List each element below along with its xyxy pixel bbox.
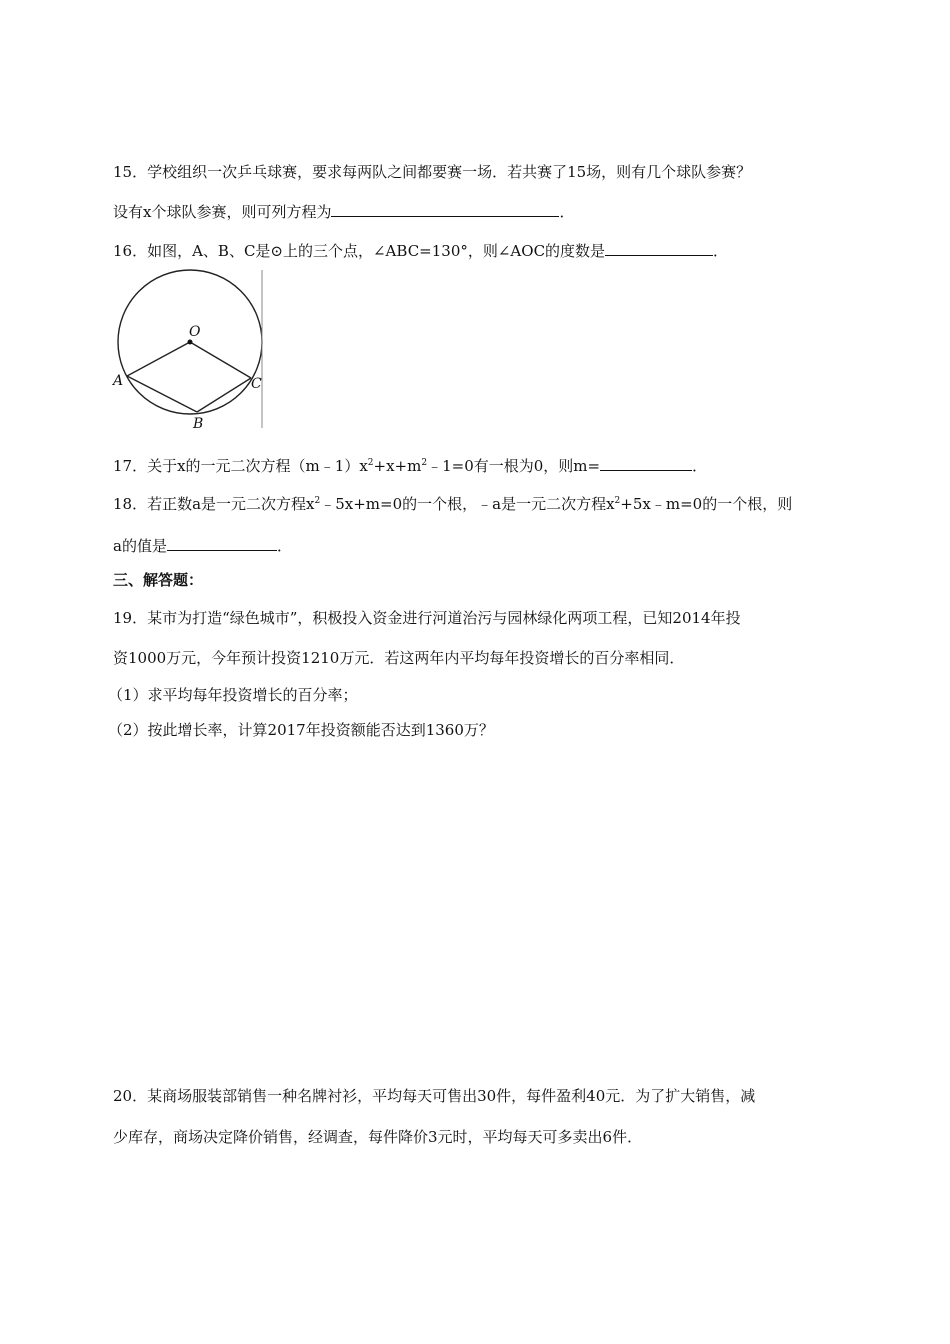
question-19-line-1: 19．某市为打造“绿色城市”，积极投入资金进行河道治污与园林绿化两项工程，已知2014年投 xyxy=(113,609,741,627)
label-b: B xyxy=(193,416,204,432)
label-a: A xyxy=(113,373,124,389)
segment-oc xyxy=(190,342,251,378)
question-15-line-1: 15．学校组织一次乒乓球赛，要求每两队之间都要赛一场．若共赛了15场，则有几个球队参赛？ xyxy=(113,163,752,181)
answer-blank-18[interactable] xyxy=(167,535,277,551)
question-15-prompt: 设有x个球队参赛，则可列方程为 xyxy=(113,203,332,221)
label-c: C xyxy=(251,376,262,392)
question-18-line-2: a的值是 ． xyxy=(113,537,292,555)
question-19-sub-1: （1）求平均每年投资增长的百分率； xyxy=(108,686,358,704)
question-18-line-1: 18．若正数a是一元二次方程$x^2﹣5x+m=0$的一个根，﹣a是一元二次方程$x^2+5x﹣m=0$的一个根，则 xyxy=(113,495,793,513)
answer-blank-17[interactable] xyxy=(600,455,692,471)
segment-ab xyxy=(127,376,197,412)
question-19-line-2: 资1000万元，今年预计投资1210万元．若这两年内平均每年投资增长的百分率相同． xyxy=(113,649,685,667)
answer-blank-16[interactable] xyxy=(605,240,713,256)
question-20-line-2: 少库存，商场决定降价销售，经调查，每件降价3元时，平均每天可多卖出6件． xyxy=(113,1128,643,1146)
segment-oa xyxy=(127,342,190,376)
question-20-line-1: 20．某商场服装部销售一种名牌衬衫，平均每天可售出30件，每件盈利40元．为了扩大销售，减 xyxy=(113,1087,756,1105)
section-title: 三、解答题： xyxy=(113,571,204,589)
question-15-line-2: 设有x个球队参赛，则可列方程为 ． xyxy=(113,203,575,221)
question-16-text: 16．如图，A、B、C是⊙上的三个点，∠ABC=130°，则∠AOC的度数是 ． xyxy=(113,242,729,260)
question-16-prompt: 16．如图，A、B、C是⊙上的三个点，∠ABC=130°，则∠AOC的度数是 xyxy=(113,242,606,260)
circle-figure xyxy=(110,266,270,432)
question-19-sub-2: （2）按此增长率，计算2017年投资额能否达到1360万？ xyxy=(108,721,494,739)
label-o: O xyxy=(189,324,201,340)
question-17-text: 17．关于x的一元二次方程$(m﹣1)x^2+x+m^2﹣1=0$有一根为0，则m= ． xyxy=(113,457,708,475)
segment-cb xyxy=(197,378,251,412)
answer-blank-15[interactable] xyxy=(331,201,559,217)
center-point xyxy=(188,340,193,345)
